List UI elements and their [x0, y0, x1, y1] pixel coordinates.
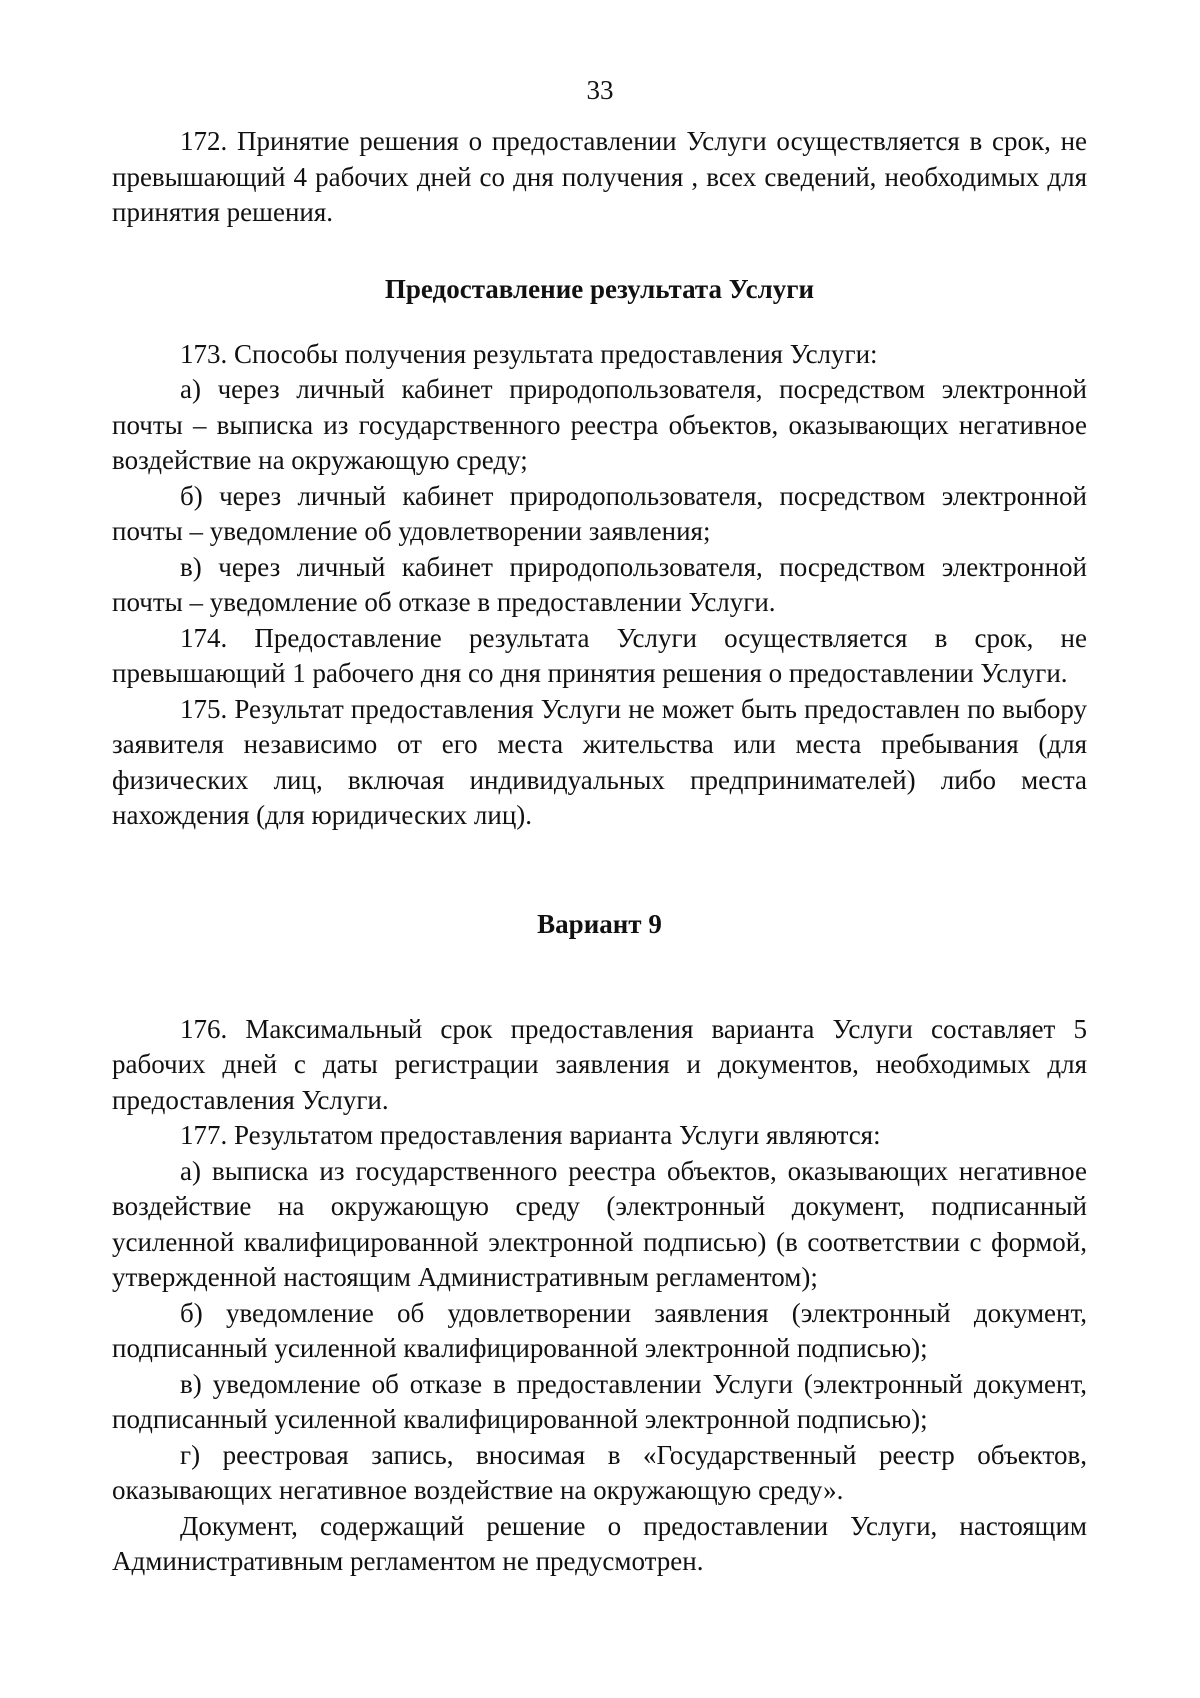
paragraph-177-g: г) реестровая запись, вносимая в «Государственный реестр объектов, оказывающих негативное воздействие на окружающую среду». — [112, 1439, 1087, 1505]
paragraph-177-a: а) выписка из государственного реестра объектов, оказывающих негативное воздействие на окружающую среду (электронный документ, подписанный усиленной квалифицированной электронной подписью) (в соответствии с формой, утвержденной настоящим Административным регламентом); — [112, 1155, 1087, 1292]
paragraph-174: 174. Предоставление результата Услуги осуществляется в срок, не превышающий 1 рабочего дня со дня принятия решения о предоставлении Услуги. — [112, 622, 1087, 688]
paragraph-173-a: а) через личный кабинет природопользователя, посредством электронной почты – выписка из государственного реестра объектов, оказывающих негативное воздействие на окружающую среду; — [112, 374, 1087, 475]
paragraph-175: 175. Результат предоставления Услуги не может быть предоставлен по выбору заявителя независимо от его места жительства или места пребывания (для физических лиц, включая индивидуальных предпринимателей) либо места нахождения (для юридических лиц). — [112, 693, 1087, 830]
paragraph-177-v: в) уведомление об отказе в предоставлении Услуги (электронный документ, подписанный усиленной квалифицированной электронной подписью); — [112, 1368, 1087, 1434]
document-body — [112, 124, 1087, 1580]
section-heading-result: Предоставление результата Услуги — [384, 273, 815, 304]
paragraph-closing: Документ, содержащий решение о предоставлении Услуги, настоящим Административным регламентом не предусмотрен. — [112, 1510, 1087, 1576]
section-heading-variant-9: Вариант 9 — [537, 908, 662, 939]
paragraph-173-v: в) через личный кабинет природопользователя, посредством электронной почты – уведомление об отказе в предоставлении Услуги. — [112, 551, 1087, 617]
paragraph-173-b: б) через личный кабинет природопользователя, посредством электронной почты – уведомление об удовлетворении заявления; — [112, 480, 1087, 546]
paragraph-176: 176. Максимальный срок предоставления варианта Услуги составляет 5 рабочих дней с даты регистрации заявления и документов, необходимых для предоставления Услуги. — [112, 1013, 1087, 1115]
paragraph-173: 173. Способы получения результата предоставления Услуги: — [180, 338, 878, 369]
paragraph-172: 172. Принятие решения о предоставлении Услуги осуществляется в срок, не превышающий 4 рабочих дней со дня получения , всех сведений, необходимых для принятия решения. — [112, 126, 1087, 227]
paragraph-177-b: б) уведомление об удовлетворении заявления (электронный документ, подписанный усиленной квалифицированной электронной подписью); — [112, 1297, 1087, 1363]
paragraph-177: 177. Результатом предоставления варианта Услуги являются: — [180, 1120, 881, 1150]
page-number: 33 — [586, 75, 614, 105]
